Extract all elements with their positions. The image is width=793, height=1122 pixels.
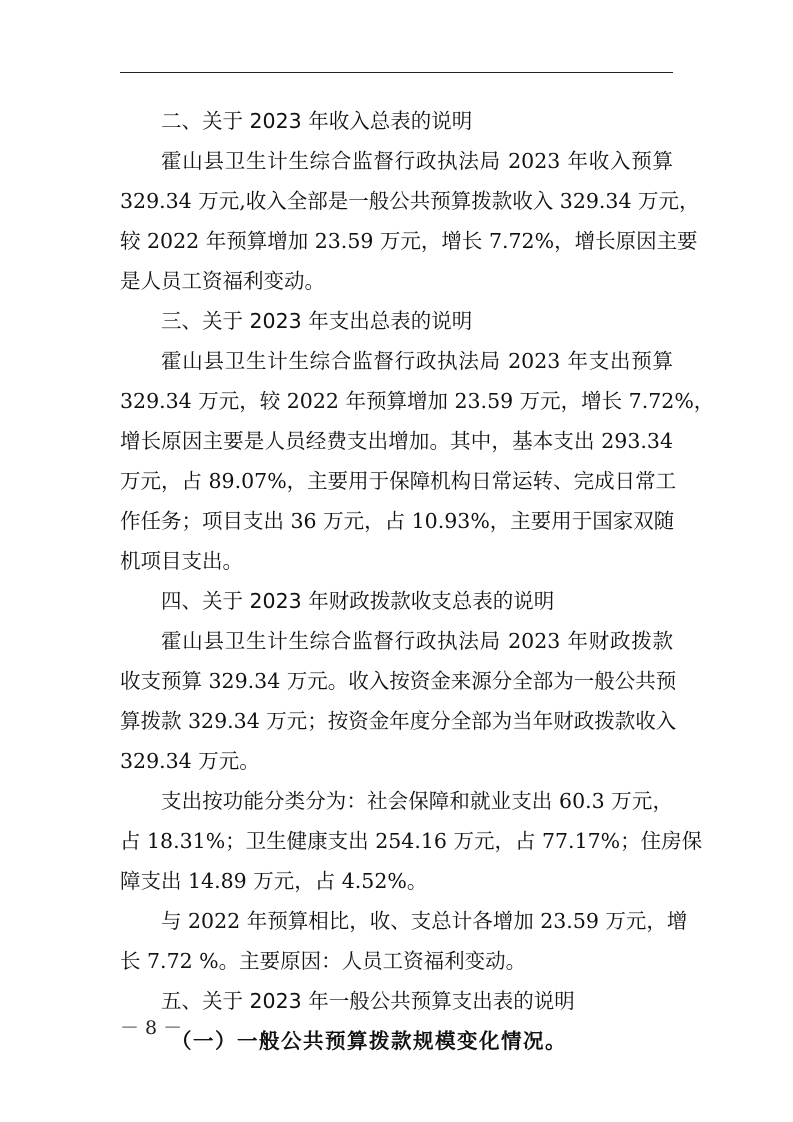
paragraph-line: 329.34 万元,收入全部是一般公共预算拨款收入 329.34 万元， [120,189,700,213]
section-heading: 五、关于 2023 年一般公共预算支出表的说明 [161,989,575,1013]
paragraph-line: 支出按功能分类分为：社会保障和就业支出 60.3 万元， [161,789,673,813]
header-rule [120,72,673,73]
section-heading: 四、关于 2023 年财政拨款收支总表的说明 [161,589,555,613]
paragraph-line: 障支出 14.89 万元，占 4.52%。 [120,869,428,893]
paragraph-line: 霍山县卫生计生综合监督行政执法局 2023 年财政拨款 [161,629,673,653]
paragraph [120,901,688,981]
paragraph-line: 机项目支出。 [120,549,243,573]
paragraph-line: 作任务；项目支出 36 万元，占 10.93%，主要用于国家双随 [120,509,675,533]
sub-heading: （一）一般公共预算拨款规模变化情况。 [171,1029,567,1053]
paragraph-line: 收支预算 329.34 万元。收入按资金来源分全部为一般公共预 [120,669,677,693]
paragraph-line: 霍山县卫生计生综合监督行政执法局 2023 年收入预算 [161,149,673,173]
paragraph [120,781,703,901]
paragraph-line: 霍山县卫生计生综合监督行政执法局 2023 年支出预算 [161,349,673,373]
paragraph [120,621,677,781]
document-body [120,101,715,1061]
paragraph-line: 329.34 万元。 [120,749,260,773]
paragraph-line: 329.34 万元，较 2022 年预算增加 23.59 万元，增长 7.72%， [120,389,715,413]
paragraph-line: 长 7.72 %。主要原因：人员工资福利变动。 [120,949,527,973]
paragraph-line: 与 2022 年预算相比，收、支总计各增加 23.59 万元，增 [161,909,688,933]
paragraph-line: 是人员工资福利变动。 [120,269,325,293]
page-number: － 8 － [120,1017,183,1039]
paragraph-line: 万元，占 89.07%，主要用于保障机构日常运转、完成日常工 [120,469,677,493]
section-heading: 二、关于 2023 年收入总表的说明 [161,109,473,133]
paragraph [120,141,700,301]
paragraph [120,341,715,581]
paragraph-line: 较 2022 年预算增加 23.59 万元，增长 7.72%，增长原因主要 [120,229,698,253]
section-heading: 三、关于 2023 年支出总表的说明 [161,309,473,333]
paragraph-line: 增长原因主要是人员经费支出增加。其中，基本支出 293.34 [120,429,673,453]
paragraph-line: 算拨款 329.34 万元；按资金年度分全部为当年财政拨款收入 [120,709,677,733]
paragraph-line: 占 18.31%；卫生健康支出 254.16 万元，占 77.17%；住房保 [120,829,703,853]
